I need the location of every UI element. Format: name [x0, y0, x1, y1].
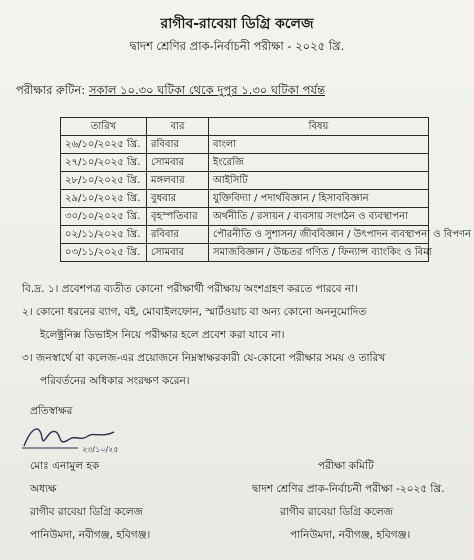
day-cell: সোমবার	[147, 244, 209, 262]
routine-label: পরীক্ষার রুটিন:	[16, 83, 86, 97]
day-cell: রবিবার	[147, 226, 209, 244]
table-row	[61, 190, 429, 208]
day-cell: সোমবার	[147, 154, 209, 172]
table-row	[61, 226, 429, 244]
table-row	[61, 208, 429, 226]
subject-cell: পৌরনীতি ও সুশাসন/ জীববিজ্ঞান / উৎপাদন ব্যবস্থাপনা ও বিপণন	[209, 226, 429, 244]
left-address: পানিউমদা, নবীগঞ্জ, হবিগঞ্জ।	[30, 529, 151, 541]
signature-date: ২৩/১০/২৫	[82, 445, 119, 454]
day-cell: বুধবার	[147, 190, 209, 208]
exam-title: দ্বাদশ শ্রেণির প্রাক-নির্বাচনী পরীক্ষা - ২০২৫ খ্রি.	[129, 39, 345, 53]
day-cell: রবিবার	[147, 136, 209, 154]
subject-cell: অর্থনীতি / রসায়ন / ব্যবসায় সংগঠন ও ব্যবস্থাপনা	[209, 208, 429, 226]
college-title: রাগীব-রাবেয়া ডিগ্রি কলেজ	[160, 16, 314, 32]
note-line: বি.দ্র. ১। প্রবেশপত্র ব্যতীত কোনো পরীক্ষার্থী পরীক্ষায় অংশগ্রহণ করতে পারবে না।	[22, 283, 358, 295]
header-date: তারিখ	[61, 118, 147, 136]
day-cell: বৃহস্পতিবার	[147, 208, 209, 226]
note-line: ২। কোনো ধরনের ব্যাগ, বই, মোবাইলফোন, স্মার্টওয়াচ বা অন্য কোনো অননুমোদিত	[22, 306, 367, 318]
table-row	[61, 172, 429, 190]
header-subject: বিষয়	[209, 118, 429, 136]
note-line: ৩। জনস্বার্থে বা কলেজ-এর প্রয়োজনে নিম্নস্বাক্ষরকারী যে-কোনো পরীক্ষার সময় ও তারিখ	[22, 352, 386, 364]
table-row	[61, 136, 429, 154]
day-cell: মঙ্গলবার	[147, 172, 209, 190]
date-cell: ৩০/১০/২০২৫ খ্রি.	[61, 208, 147, 226]
routine-line	[16, 82, 325, 101]
date-cell: ২৮/১০/২০২৫ খ্রি.	[61, 172, 147, 190]
subject-cell: আইসিটি	[209, 172, 429, 190]
subject-cell: যুক্তিবিদ্যা / পদার্থবিজ্ঞান / হিসাববিজ্ঞান	[209, 190, 429, 208]
subject-cell: বাংলা	[209, 136, 429, 154]
table-row	[61, 154, 429, 172]
subject-cell: ইংরেজি	[209, 154, 429, 172]
countersign-label: প্রতিস্বাক্ষর	[30, 405, 73, 417]
committee-label: পরীক্ষা কমিটি	[318, 460, 374, 472]
table-header-row	[61, 118, 429, 136]
right-address: পানিউমদা, নবীগঞ্জ, হবিগঞ্জ।	[290, 529, 411, 541]
left-college-name: রাগীব রাবেয়া ডিগ্রি কলেজ	[30, 506, 144, 518]
date-cell: ০২/১১/২০২৫ খ্রি.	[61, 226, 147, 244]
right-college-name: রাগীব রাবেয়া ডিগ্রি কলেজ	[280, 506, 394, 518]
date-cell: ২৬/১০/২০২৫ খ্রি.	[61, 136, 147, 154]
exam-routine-table	[60, 117, 472, 262]
date-cell: ০৩/১১/২০২৫ খ্রি.	[61, 244, 147, 262]
routine-time: সকাল ১০.৩০ ঘটিকা থেকে দুপুর ১.৩০ ঘটিকা পর্যন্ত	[88, 83, 325, 97]
principal-title: অধ্যক্ষ	[30, 483, 57, 495]
subject-cell: সমাজবিজ্ঞান / উচ্চতর গণিত / ফিন্যান্স ব্যাংকিং ও বিমা	[209, 244, 429, 262]
notes-section	[22, 278, 462, 393]
table-row	[61, 244, 429, 262]
note-line: ইলেক্ট্রনিক্স ডিভাইস নিয়ে পরীক্ষার হলে প্রবেশ করা যাবে না।	[40, 329, 285, 341]
date-cell: ২৯/১০/২০২৫ খ্রি.	[61, 190, 147, 208]
date-cell: ২৭/১০/২০২৫ খ্রি.	[61, 154, 147, 172]
note-line: পরিবর্তনের অধিকার সংরক্ষণ করেন।	[40, 375, 190, 387]
right-exam-title: দ্বাদশ শ্রেণির প্রাক-নির্বাচনী পরীক্ষা -২০২৫ খ্রি.	[252, 483, 445, 495]
header-day: বার	[147, 118, 209, 136]
principal-signature	[18, 418, 128, 454]
principal-name: মোঃ এনামুল হক	[30, 460, 100, 472]
